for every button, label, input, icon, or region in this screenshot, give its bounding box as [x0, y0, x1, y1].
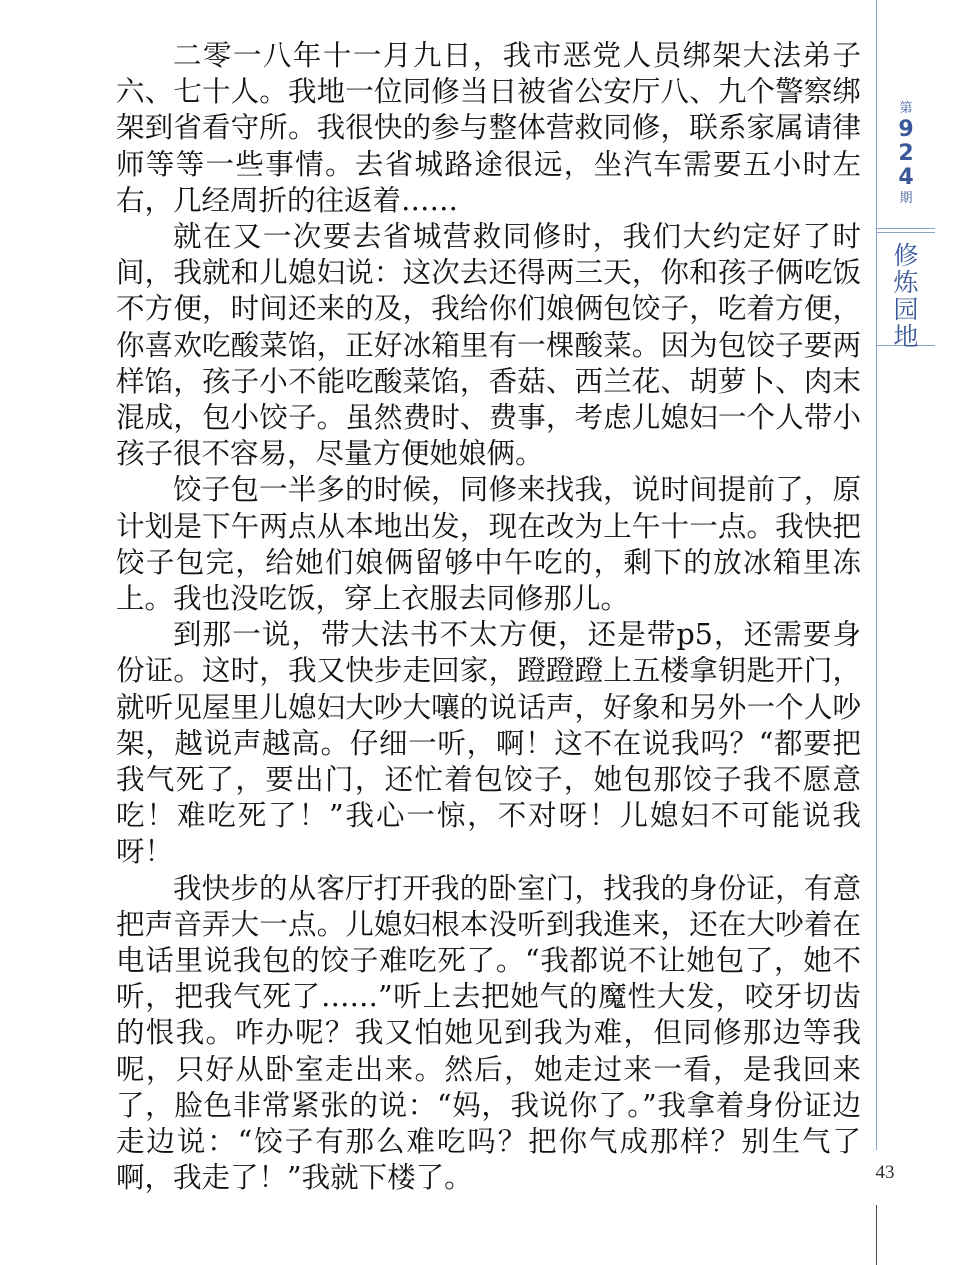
column-title-char: 修 — [893, 241, 919, 270]
column-title-char: 炼 — [893, 268, 919, 297]
article-body — [116, 38, 861, 1197]
issue-digit: 9 — [898, 117, 914, 142]
issue-number-label — [877, 100, 935, 229]
issue-suffix: 期 — [899, 191, 913, 206]
paragraph: 到那一说，带大法书不太方便，还是带p5，还需要身份证。这时，我又快步走回家，蹬蹬蹬上五楼拿钥匙开门，就听见屋里儿媳妇大吵大嚷的说话声，好象和另外一个人吵架，越说声越高。仔细一听，啊！这不在说我吗？“都要把我气死了，要出门，还忙着包饺子，她包那饺子我不愿意吃！难吃死了！”我心一惊，不对呀！儿媳妇不可能说我呀！ — [116, 618, 861, 869]
column-title-char: 地 — [893, 322, 919, 351]
paragraph: 就在又一次要去省城营救同修时，我们大约定好了时间，我就和儿媳妇说：这次去还得两三天，你和孩子俩吃饭不方便，时间还来的及，我给你们娘俩包饺子，吃着方便，你喜欢吃酸菜馅，正好冰箱里有一棵酸菜。因为包饺子要两样馅，孩子小不能吃酸菜馅，香菇、西兰花、胡萝卜、肉末混成，包小饺子。虽然费时、费事，考虑儿媳妇一个人带小孩子很不容易，尽量方便她娘俩。 — [116, 220, 861, 471]
paragraph: 饺子包一半多的时候，同修来找我，说时间提前了，原计划是下午两点从本地出发，现在改为上午十一点。我快把饺子包完，给她们娘俩留够中午吃的，剩下的放冰箱里冻上。我也没吃饭，穿上衣服去同修那儿。 — [116, 473, 861, 616]
issue-digit: 4 — [898, 165, 914, 190]
issue-digit: 2 — [898, 141, 914, 166]
page-number: 43 — [875, 1162, 895, 1183]
paragraph: 二零一八年十一月九日，我市恶党人员绑架大法弟子六、七十人。我地一位同修当日被省公安厅八、九个警察绑架到省看守所。我很快的参与整体营救同修，联系家属请律师等等一些事情。去省城路途很远，坐汽车需要五小时左右，几经周折的往返着…… — [116, 39, 861, 217]
paragraph: 我快步的从客厅打开我的卧室门，找我的身份证，有意把声音弄大一点。儿媳妇根本没听到我進来，还在大吵着在电话里说我包的饺子难吃死了。“我都说不让她包了，她不听，把我气死了……”听上去把她气的魔性大发，咬牙切齿的恨我。咋办呢？我又怕她见到我为难，但同修那边等我呢，只好从卧室走出来。然后，她走过来一看，是我回来了，脸色非常紧张的说：“妈，我说你了。”我拿着身份证边走边说：“饺子有那么难吃吗？把你气成那样？别生气了啊，我走了！”我就下楼了。 — [116, 871, 861, 1195]
issue-prefix: 第 — [899, 101, 913, 116]
column-title-char: 园 — [893, 295, 919, 324]
column-title — [877, 232, 935, 351]
sidebar-divider-line-bottom — [876, 1205, 877, 1265]
